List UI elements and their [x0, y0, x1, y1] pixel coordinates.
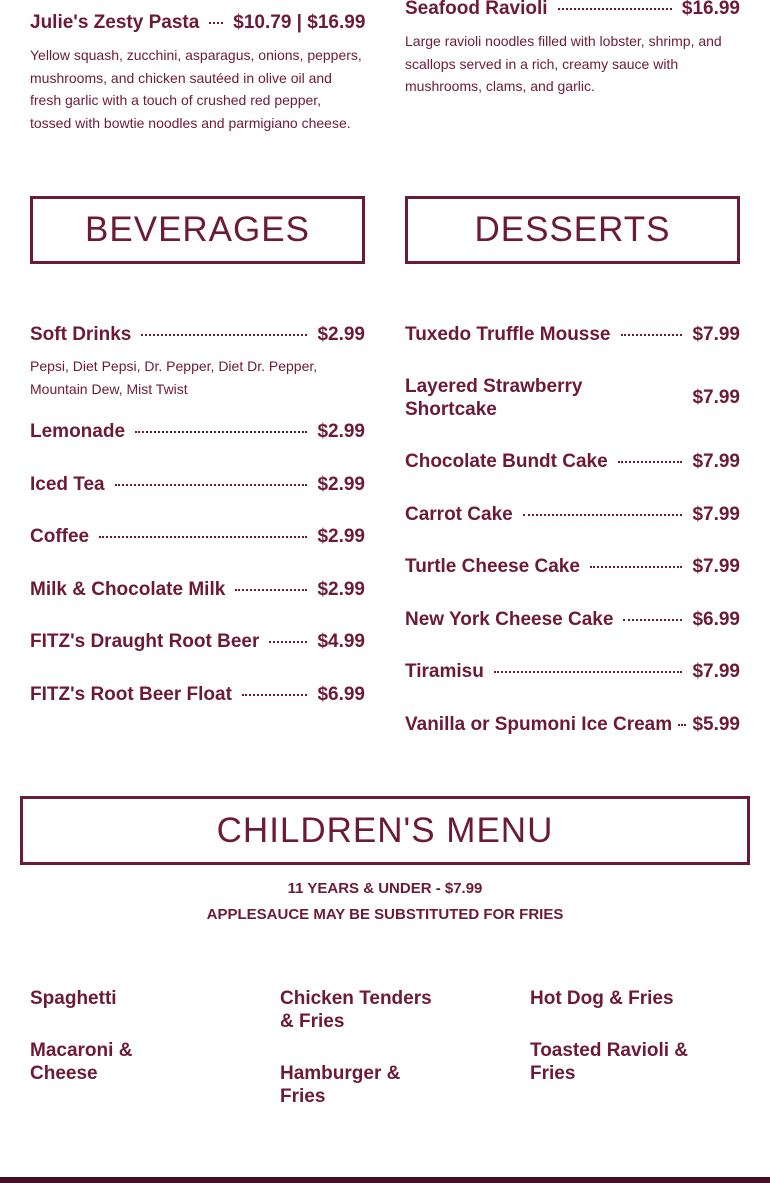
item-price: $2.99 — [317, 473, 365, 495]
leader-dots — [623, 619, 682, 621]
item-price: $2.99 — [317, 420, 365, 442]
kids-item-hot-dog: Hot Dog & Fries — [530, 988, 674, 1009]
item-name: Carrot Cake — [405, 503, 513, 525]
leader-dots — [621, 334, 683, 336]
leader-dots — [678, 724, 686, 726]
item-description: Large ravioli noodles filled with lobster, shrimp, and scallops served in a rich, creamy sauce with mushrooms, clams, and garlic. — [405, 33, 722, 94]
beverages-heading: BEVERAGES — [30, 196, 365, 264]
leader-dots — [523, 514, 683, 516]
item-name: Coffee — [30, 525, 90, 547]
item-description: Yellow squash, zucchini, asparagus, onions, peppers, mushrooms, and chicken sautéed in olive oil and fresh garlic with a touch of crushed red pepper, tossed with bowtie noodles and parmigiano cheese. — [30, 47, 362, 131]
childrens-substitution-note: APPLESAUCE MAY BE SUBSTITUTED FOR FRIES — [206, 906, 564, 923]
list-item — [30, 473, 365, 496]
leader-dots — [558, 8, 672, 10]
item-price: $2.99 — [317, 578, 365, 600]
childrens-age-price: 11 YEARS & UNDER - $7.99 — [287, 880, 483, 897]
item-price: $7.99 — [692, 387, 740, 408]
leader-dots — [115, 484, 308, 486]
list-item — [30, 525, 365, 548]
list-item — [405, 503, 740, 526]
list-item — [405, 323, 740, 346]
item-price: $16.99 — [681, 0, 740, 19]
childrens-menu-heading: CHILDREN'S MENU — [20, 796, 750, 865]
item-name: Iced Tea — [30, 473, 105, 495]
item-price: $2.99 — [317, 525, 365, 547]
item-name: Layered Strawberry Shortcake — [405, 376, 583, 420]
item-name: Tiramisu — [405, 660, 484, 682]
list-item — [405, 608, 740, 631]
leader-dots — [209, 22, 223, 24]
leader-dots — [242, 694, 308, 696]
list-item — [30, 630, 365, 653]
kids-item-hamburger: Hamburger & Fries — [280, 1063, 401, 1107]
desserts-heading: DESSERTS — [405, 196, 740, 264]
item-name: Julie's Zesty Pasta — [30, 12, 200, 33]
item-name: FITZ's Draught Root Beer — [30, 630, 260, 652]
list-item — [30, 578, 365, 601]
item-price: $2.99 — [317, 323, 365, 345]
item-description: Pepsi, Diet Pepsi, Dr. Pepper, Diet Dr. Pepper, Mountain Dew, Mist Twist — [30, 358, 318, 397]
item-price: $7.99 — [692, 660, 740, 682]
item-price: $7.99 — [692, 503, 740, 525]
item-name: Lemonade — [30, 420, 126, 442]
leader-dots — [99, 536, 307, 538]
item-seafood-ravioli — [405, 0, 740, 98]
item-name: Vanilla or Spumoni Ice Cream — [405, 713, 673, 735]
item-name: New York Cheese Cake — [405, 608, 614, 630]
item-price: $10.79 | $16.99 — [233, 12, 366, 33]
item-name: Chocolate Bundt Cake — [405, 450, 608, 472]
leader-dots — [269, 641, 307, 643]
list-item — [405, 375, 740, 421]
item-price: $7.99 — [692, 323, 740, 345]
item-name: Seafood Ravioli — [405, 0, 548, 19]
leader-dots — [135, 431, 307, 433]
list-item — [405, 450, 740, 473]
list-item — [30, 420, 365, 443]
leader-dots — [618, 461, 683, 463]
item-name: Turtle Cheese Cake — [405, 555, 580, 577]
list-item — [30, 323, 365, 400]
kids-item-spaghetti: Spaghetti — [30, 988, 117, 1009]
leader-dots — [141, 334, 307, 336]
item-julies-zesty-pasta — [30, 12, 365, 134]
list-item — [405, 555, 740, 578]
list-item — [405, 713, 740, 736]
item-price: $6.99 — [692, 608, 740, 630]
list-item — [405, 660, 740, 683]
leader-dots — [590, 566, 683, 568]
item-price: $7.99 — [692, 450, 740, 472]
beverages-list — [30, 323, 365, 400]
item-price: $4.99 — [317, 630, 365, 652]
leader-dots — [494, 671, 683, 673]
leader-dots — [235, 589, 307, 591]
list-item — [30, 683, 365, 706]
item-name: Milk & Chocolate Milk — [30, 578, 226, 600]
item-price: $6.99 — [317, 683, 365, 705]
item-price: $5.99 — [692, 713, 740, 735]
item-name: FITZ's Root Beer Float — [30, 683, 232, 705]
item-name: Soft Drinks — [30, 323, 132, 345]
kids-item-macaroni: Macaroni & Cheese — [30, 1040, 133, 1084]
kids-item-toasted-ravioli: Toasted Ravioli & Fries — [530, 1040, 689, 1084]
footer-bar — [0, 1177, 770, 1183]
item-price: $7.99 — [692, 555, 740, 577]
kids-item-chicken-tenders: Chicken Tenders & Fries — [280, 988, 432, 1032]
item-name: Tuxedo Truffle Mousse — [405, 323, 611, 345]
